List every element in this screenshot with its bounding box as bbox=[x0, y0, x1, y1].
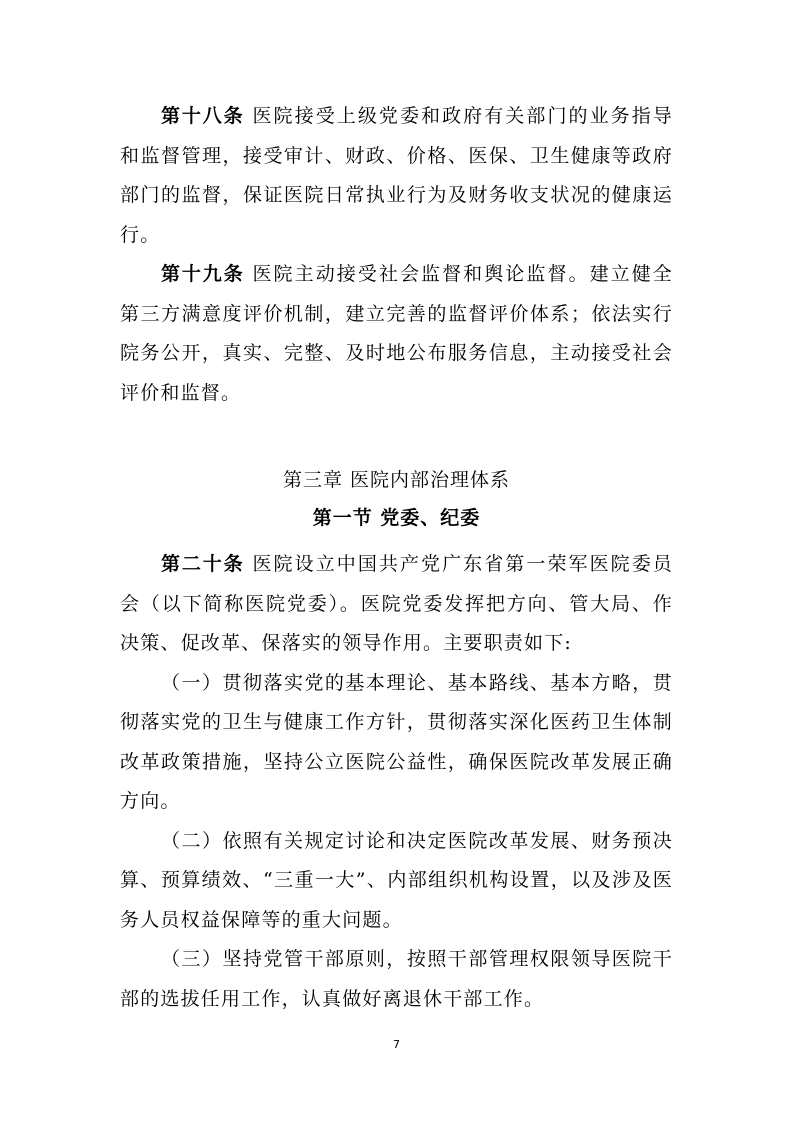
list-item-2: （二）依照有关规定讨论和决定医院改革发展、财务预决算、预算绩效、“三重一大”、内部组织机构设置，以及涉及医务人员权益保障等的重大问题。 bbox=[120, 829, 673, 931]
section-title: 第一节 党委、纪委 bbox=[312, 507, 481, 529]
page-number: 7 bbox=[393, 1038, 400, 1051]
article-18-paragraph bbox=[120, 97, 673, 255]
article-19-paragraph bbox=[120, 255, 673, 413]
article-19-text: 医院主动接受社会监督和舆论监督。建立健全第三方满意度评价机制，建立完善的监督评价体系；依法实行院务公开，真实、完整、及时地公布服务信息，主动接受社会评价和监督。 bbox=[120, 263, 673, 404]
list-item-3: （三）坚持党管干部原则，按照干部管理权限领导医院干部的选拔任用工作，认真做好离退休干部工作。 bbox=[120, 948, 673, 1010]
list-item-1: （一）贯彻落实党的基本理论、基本路线、基本方略，贯彻落实党的卫生与健康工作方针，贯彻落实深化医药卫生体制改革政策措施，坚持公立医院公益性，确保医院改革发展正确方向。 bbox=[120, 671, 673, 812]
article-18-text: 医院接受上级党委和政府有关部门的业务指导和监督管理，接受审计、财政、价格、医保、卫生健康等政府部门的监督，保证医院日常执业行为及财务收支状况的健康运行。 bbox=[120, 105, 673, 246]
chapter-title: 第三章 医院内部治理体系 bbox=[282, 469, 511, 491]
article-20-label: 第二十条 bbox=[161, 553, 245, 575]
article-18-label: 第十八条 bbox=[161, 105, 245, 127]
article-20-paragraph bbox=[120, 545, 673, 664]
page-content bbox=[120, 97, 673, 1019]
article-20-text: 医院设立中国共产党广东省第一荣军医院委员会（以下简称医院党委）。医院党委发挥把方向、管大局、作决策、促改革、保落实的领导作用。主要职责如下: bbox=[120, 553, 673, 654]
article-19-label: 第十九条 bbox=[161, 263, 245, 285]
